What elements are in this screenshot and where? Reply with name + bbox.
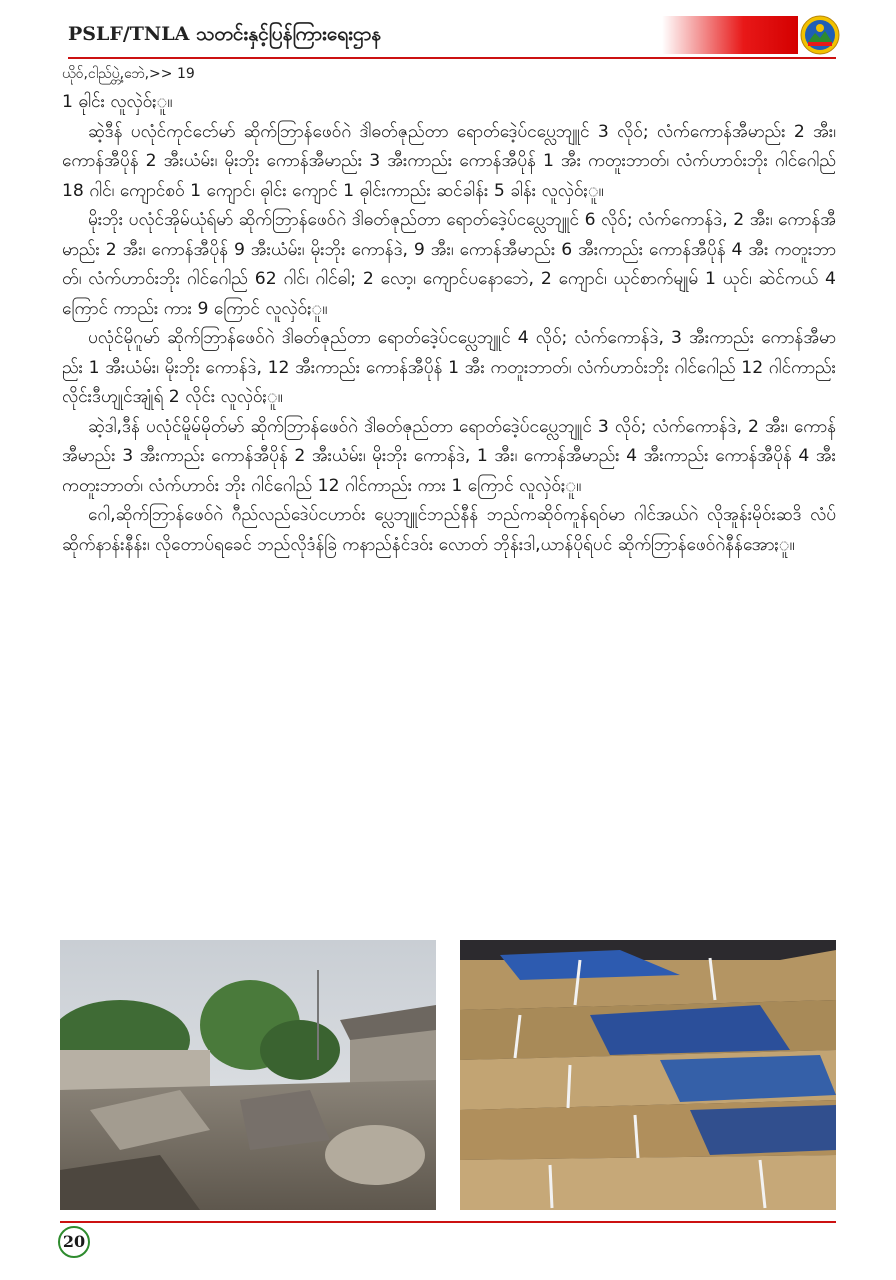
paragraph: မိုးဘိုး ပလုံင်အိုမ်ယုံရ်မာ် ဆိုက်ဘြာန်ဖေဝ်ဂဲ ဒါဲဓတ်ဇုည်တာ ရောတ်ဒေဲ့ပ်ငပ္လေဘျူင် 6 လိုဝ်; လံက်ကောန်ဒဲ, 2 အီး၊ ကောန်အီမာည်း 2 အီး၊ ကောန်အီပိုန် 9 အီးယံမ်း၊ မိုးဘိုး ကောန်ဒဲ, 9 အီး၊ ကောန်အီမာည်း 6 အီးကာည်း ကောန်အီပိုန် 4 အီး ကတူးဘာတ်၊ လံက်ဟာဝ်းဘိုး ဂါင်ဂေါည် 62 ဂါင်၊ ဂါင်ဓါ; 2 လော့၊ ကျောင်ပနောဘေဲ, 2 ကျောင်၊ ယုင်စာက်မျုမ် 1 ယုင်၊ ဆဲင်ကယ် 4 ကြောင် ကာည်း ကား 9 ကြောင် လူလှဲဝ်ႏူ။ — [62, 210, 836, 319]
footer-divider — [60, 1221, 836, 1223]
header-red-band — [662, 16, 798, 54]
paragraph: ဆဲ့ဒီန် ပလုံင်ကုင်ငော်မာ် ဆိုက်ဘြာန်ဖေဝ်ဂဲ ဒါဲဓတ်ဇုည်တာ ရောတ်ဒေဲ့ပ်ငပ္လေဘျူင် 3 လိုဝ်; လံက်ကောန်အီမာည်း 2 အီး၊ ကောန်အီပိုန် 2 အီးယံမ်း၊ မိုးဘိုး ကောန်အီမာည်း 3 အီးကာည်း ကောန်အီပိုန် 1 အီး ကတူးဘာတ်၊ လံက်ဟာဝ်းဘိုး ဂါင်ဂေါည် 18 ဂါင်၊ ကျောင်စဝ် 1 ကျောင်၊ ဓုါင်း ကျောင် 1 ဓုါင်းကာည်း ဆင်ခါန်း 5 ခါန်း လူလှဲဝ်ႏူ။ — [62, 121, 836, 201]
paragraph: 1 ဓုါင်း လူလှဲဝ်ႏူ။ — [62, 92, 173, 112]
publication-title: PSLF/TNLA သတင်းနှင့်ပြန်ကြားရေးဌာန — [68, 23, 382, 45]
organization-logo-icon — [800, 15, 840, 55]
paragraph: ဂေါ,ဆိုက်ဘြာန်ဖေဝ်ဂဲ ဂီည်လည်ဒေဲပ်ငဟာဝ်း ပ္လေဘျူင်ဘည်နီန် ဘည်ကဆိုဝ်ကူန်ရဝ်မာ ဂါင်အယ်ဂဲ လိုအူန်းမိုဝ်းဆဒိ လံပ်ဆိုက်နာန်းနီန်း၊ လိုတောပ်ရခေင် ဘည်လိုဒံန်ခြဲ ကနာည်နံင်ဒဝ်း လောတ် ဘိုန်းဒါ,ယာန်ပိုရ်ပင် ဆိုက်ဘြာန်ဖေဝ်ဂဲနီန်အောႏူ။ — [62, 505, 836, 555]
issue-label: ယိုဝ်,ငါည်ပ္တဲ့,ဘေဲ,>> 19 — [62, 66, 195, 82]
header-divider — [68, 57, 836, 59]
paragraph: ပလုံင်မိုဂူမာ် ဆိုက်ဘြာန်ဖေဝ်ဂဲ ဒါဲဓတ်ဇုည်တာ ရောတ်ဒေဲ့ပ်ငပ္လေဘျူင် 4 လိုဝ်; လံက်ကောန်ဒဲ, 3 အီးကာည်း ကောန်အီမာည်း 1 အီးယံမ်း၊ မိုးဘိုး ကောန်ဒဲ, 12 အီးကာည်း ကောန်အီပိုန် 1 အီး ကတူးဘာတ်၊ လံက်ဟာဝ်းဘိုး ဂါင်ဂေါည် 12 ဂါင်ကာည်း လိုင်းဒီဟျုင်အျုံရ် 2 လိုင်း လူလှဲဝ်ႏူ။ — [62, 328, 836, 407]
wrapped-bodies-photo — [460, 940, 836, 1210]
paragraph: ဆဲ့ဒါ,ဒီန် ပလုံင်မိူမ်မိုတ်မာ် ဆိုက်ဘြာန်ဖေဝ်ဂဲ ဒါဲဓတ်ဇုည်တာ ရောတ်ဒေဲ့ပ်ငပ္လေဘျူင် 3 လိုဝ်; လံက်ကောန်ဒဲ, 2 အီး၊ ကောန်အီမာည်း 3 အီးကာည်း ကောန်အီပိုန် 2 အီးယံမ်း၊ မိုးဘိုး ကောန်ဒဲ, 1 အီး၊ ကောန်အီမာည်း 4 အီးကာည်း ကောန်အီပိုန် 4 အီး ကတူးဘာတ်၊ လံက်ဟာဝ်း ဘိုး ဂါင်ဂေါည် 12 ဂါင်ကာည်း ကား 1 ကြောင် လူလှဲဝ်ႏူ။ — [62, 416, 836, 496]
article-body — [62, 88, 836, 560]
page-header — [0, 0, 896, 62]
page-number: 20 — [58, 1226, 90, 1258]
destroyed-building-photo — [60, 940, 436, 1210]
